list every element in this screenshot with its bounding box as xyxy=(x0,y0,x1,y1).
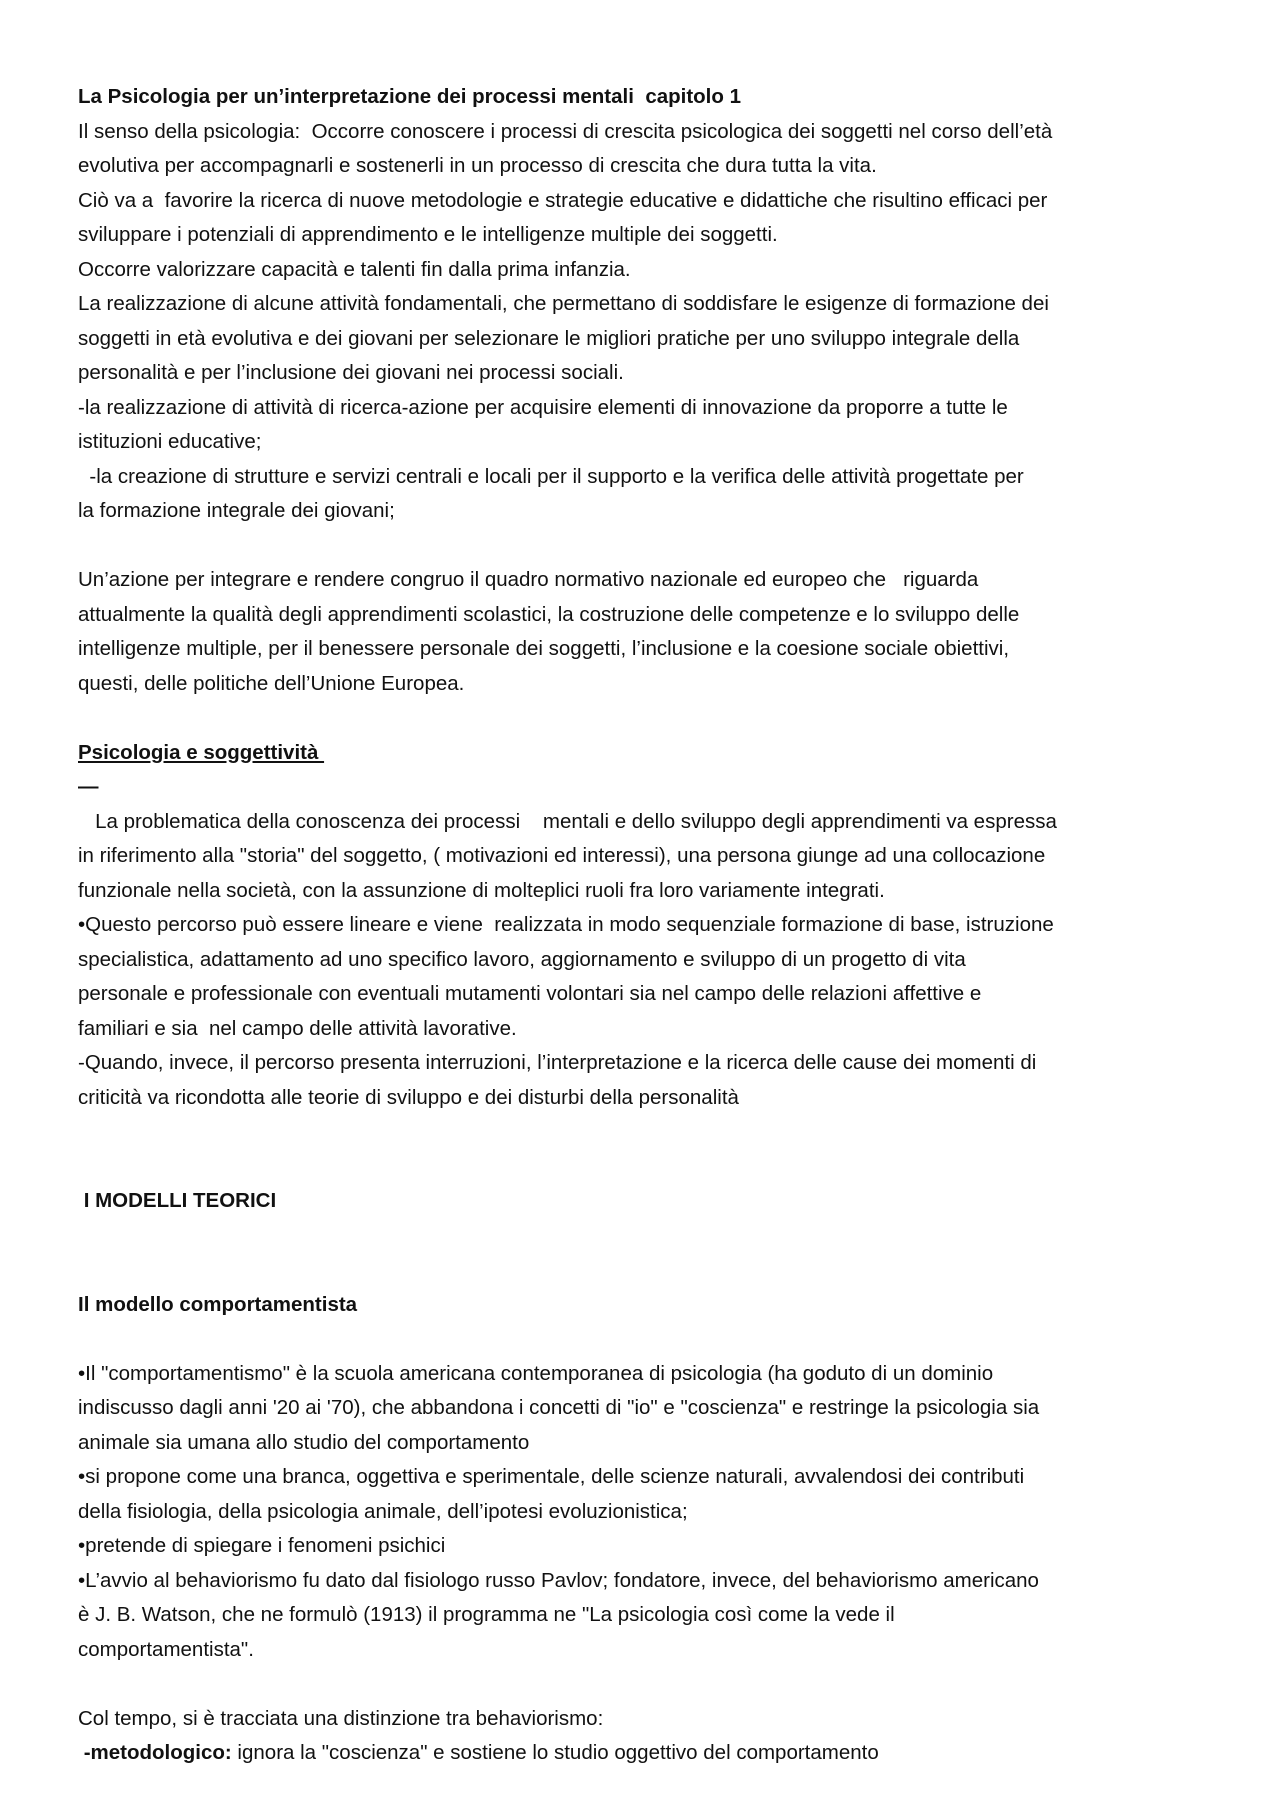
text-line: funzionale nella società, con la assunzione di molteplici ruoli fra loro variamente integrati. xyxy=(78,878,885,902)
text-line: sviluppare i potenziali di apprendimento e le intelligenze multiple dei soggetti. xyxy=(78,223,778,246)
dash-divider: — xyxy=(78,775,99,798)
spacer xyxy=(78,529,1218,564)
text-line: familiari e sia nel campo delle attività lavorative. xyxy=(78,1016,517,1040)
text-line: questi, delle politiche dell’Unione Europea. xyxy=(78,671,465,695)
spacer xyxy=(78,1219,1218,1288)
text-line: •L’avvio al behaviorismo fu dato dal fisiologo russo Pavlov; fondatore, invece, del behaviorismo americano xyxy=(78,1568,1039,1592)
text-line: La problematica della conoscenza dei processi mentali e dello sviluppo degli apprendimenti va espressa xyxy=(78,809,1057,833)
text-line: Col tempo, si è tracciata una distinzione tra behaviorismo: xyxy=(78,1706,604,1730)
text-line: •Questo percorso può essere lineare e viene realizzata in modo sequenziale formazione di base, istruzione xyxy=(78,913,1054,936)
text-line: Il senso della psicologia: Occorre conoscere i processi di crescita psicologica dei soggetti nel corso dell’età xyxy=(78,119,1053,143)
spacer xyxy=(78,1115,1218,1184)
section-heading-comportamentista: Il modello comportamentista xyxy=(78,1292,358,1316)
text-line: Un’azione per integrare e rendere congruo il quadro normativo nazionale ed europeo che riguarda xyxy=(78,568,979,591)
text-line: della fisiologia, della psicologia animale, dell’ipotesi evoluzionistica; xyxy=(78,1499,688,1523)
text-line: •si propone come una branca, oggettiva e sperimentale, delle scienze naturali, avvalendosi dei contributi xyxy=(78,1465,1025,1488)
text-line: intelligenze multiple, per il benessere personale dei soggetti, l’inclusione e la coesione sociale obiettivi, xyxy=(78,637,1010,660)
spacer xyxy=(78,1667,1218,1702)
document-title: La Psicologia per un’interpretazione dei processi mentali capitolo 1 xyxy=(78,85,741,108)
text-line: personale e professionale con eventuali mutamenti volontari sia nel campo delle relazioni affettive e xyxy=(78,982,982,1005)
soggettivita-paragraph xyxy=(78,805,1218,1116)
text-line: animale sia umana allo studio del comportamento xyxy=(78,1430,530,1454)
text-line: indiscusso dagli anni '20 ai '70), che abbandona i concetti di "io" e "coscienza" e restringe la psicologia sia xyxy=(78,1396,1040,1419)
text-line: istituzioni educative; xyxy=(78,430,262,453)
text-line: attualmente la qualità degli apprendimenti scolastici, la costruzione delle competenze e lo sviluppo delle xyxy=(78,602,1020,626)
definition-term: -metodologico: xyxy=(78,1741,232,1764)
text-line: -la realizzazione di attività di ricerca-azione per acquisire elementi di innovazione da proporre a tutte le xyxy=(78,395,1008,419)
text-line: -la creazione di strutture e servizi centrali e locali per il supporto e la verifica delle attività progettate per xyxy=(78,464,1024,488)
text-line: evolutiva per accompagnarli e sostenerli in un processo di crescita che dura tutta la vita. xyxy=(78,154,877,177)
text-line: Ciò va a favorire la ricerca di nuove metodologie e strategie educative e didattiche che risultino efficaci per xyxy=(78,188,1048,212)
text-line: personalità e per l’inclusione dei giovani nei processi sociali. xyxy=(78,361,624,384)
text-line: soggetti in età evolutiva e dei giovani per selezionare le migliori pratiche per uno sviluppo integrale della xyxy=(78,326,1020,350)
spacer xyxy=(78,1322,1218,1357)
section-heading-modelli: I MODELLI TEORICI xyxy=(78,1189,277,1212)
section-heading-soggettivita: Psicologia e soggettività xyxy=(78,740,325,764)
definition-text: ignora la "coscienza" e sostiene lo studio oggettivo del comportamento xyxy=(231,1741,879,1764)
text-line: La realizzazione di alcune attività fondamentali, che permettano di soddisfare le esigenze di formazione dei xyxy=(78,292,1049,315)
text-line: •Il "comportamentismo" è la scuola americana contemporanea di psicologia (ha goduto di un dominio xyxy=(78,1361,994,1385)
spacer xyxy=(78,701,1218,736)
comportamentismo-paragraph xyxy=(78,1357,1218,1668)
eu-paragraph xyxy=(78,563,1218,701)
text-line: la formazione integrale dei giovani; xyxy=(78,499,395,522)
text-line: Occorre valorizzare capacità e talenti fin dalla prima infanzia. xyxy=(78,257,631,281)
text-line: comportamentista". xyxy=(78,1637,254,1661)
text-line: specialistica, adattamento ad uno specifico lavoro, aggiornamento e sviluppo di un progetto di vita xyxy=(78,947,966,971)
document-page xyxy=(78,80,1218,1771)
text-line: -Quando, invece, il percorso presenta interruzioni, l’interpretazione e la ricerca delle cause dei momenti di xyxy=(78,1051,1037,1074)
definition-line xyxy=(78,1736,1218,1771)
text-line: è J. B. Watson, che ne formulò (1913) il programma ne "La psicologia così come la vede il xyxy=(78,1603,895,1626)
intro-paragraph xyxy=(78,115,1218,529)
text-line: in riferimento alla "storia" del soggetto, ( motivazioni ed interessi), una persona giunge ad una collocazione xyxy=(78,844,1046,867)
text-line: •pretende di spiegare i fenomeni psichici xyxy=(78,1534,446,1557)
text-line: criticità va ricondotta alle teorie di sviluppo e dei disturbi della personalità xyxy=(78,1085,739,1109)
